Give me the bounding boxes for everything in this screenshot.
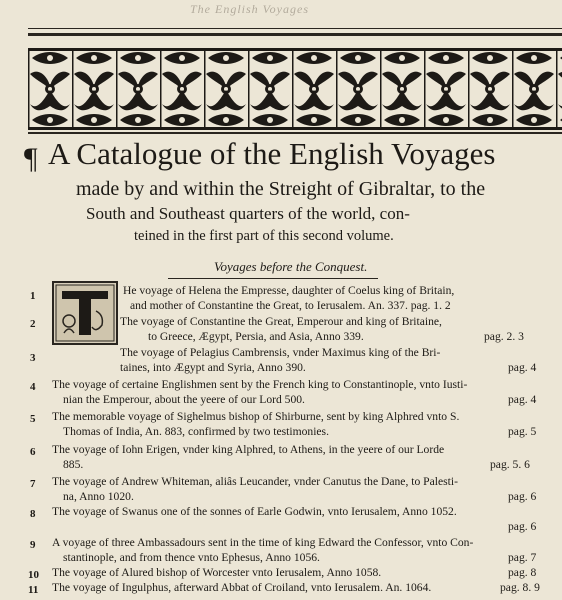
top-rule-thin (28, 28, 562, 29)
entry-text-line: nian the Emperour, about the yeere of our Lord 500. (63, 393, 305, 406)
entry-text-line: The memorable voyage of Sighelmus bishop of Shirburne, sent by king Alphred vnto S. (52, 410, 460, 423)
entry-text-line: na, Anno 1020. (63, 490, 134, 503)
top-rule-thick (28, 33, 562, 36)
entry-text-line: He voyage of Helena the Empresse, daughter of Coelus king of Britain, (123, 284, 455, 297)
entry-text-line: The voyage of Ingulphus, afterward Abbat of Croiland, vnto Ierusalem. An. 1064. (52, 581, 432, 594)
entry-text-line: and mother of Constantine the Great, to Ierusalem. An. 337. pag. 1. 2 (130, 299, 451, 312)
page-reference: pag. 5 (508, 425, 537, 438)
entry-number: 6 (30, 446, 36, 458)
entry-number: 7 (30, 478, 36, 490)
title-line-3: South and Southeast quarters of the world, con- (86, 204, 410, 223)
entry-number: 11 (28, 584, 39, 596)
section-rule (168, 278, 378, 279)
ornament-band (28, 48, 562, 130)
entry-number: 5 (30, 413, 36, 425)
entry-number: 4 (30, 381, 36, 393)
page-reference: pag. 2. 3 (484, 330, 524, 343)
entry-text-line: The voyage of Constantine the Great, Emperour and king of Britaine, (120, 315, 442, 328)
entry-text-line: stantinople, and from thence vnto Ephesus, Anno 1056. (63, 551, 320, 564)
title-line-4: teined in the first part of this second volume. (134, 228, 394, 244)
page-reference: pag. 8 (508, 566, 537, 579)
entry-text-line: The voyage of Alured bishop of Worcester vnto Ierusalem, Anno 1058. (52, 566, 382, 579)
pilcrow-mark: ¶ (24, 142, 38, 175)
entry-text-line: 885. (63, 458, 84, 471)
entry-text-line: to Greece, Ægypt, Persia, and Asia, Anno 339. (148, 330, 364, 343)
entry-text-line: taines, into Ægypt and Syria, Anno 390. (120, 361, 306, 374)
entry-text-line: Thomas of India, An. 883, confirmed by two testimonies. (63, 425, 329, 438)
entry-number: 1 (30, 290, 36, 302)
title-rule (28, 132, 562, 134)
entry-number: 8 (30, 508, 36, 520)
entry-text-line: The voyage of Andrew Whiteman, aliâs Leucander, vnder Canutus the Dane, to Palesti- (52, 475, 458, 488)
entry-number: 2 (30, 318, 36, 330)
entry-text-line: A voyage of three Ambassadours sent in the time of king Edward the Confessor, vnto Con- (52, 536, 474, 549)
page-reference: pag. 4 (508, 361, 537, 374)
decorated-initial (52, 281, 118, 345)
page-reference: pag. 6 (508, 520, 537, 533)
entry-text-line: The voyage of Pelagius Cambrensis, vnder Maximus king of the Bri- (120, 346, 441, 359)
page-reference: pag. 8. 9 (500, 581, 540, 594)
entry-text-line: The voyage of Iohn Erigen, vnder king Alphred, to Athens, in the yeere of our Lorde (52, 443, 445, 456)
running-head: The English Voyages (190, 2, 309, 16)
initial-t-woodcut-icon (54, 283, 116, 343)
page-reference: pag. 6 (508, 490, 537, 503)
title-line-1: A Catalogue of the English Voyages (48, 136, 496, 171)
page-reference: pag. 5. 6 (490, 458, 530, 471)
title-line-2: made by and within the Streight of Gibraltar, to the (76, 178, 486, 200)
section-heading: Voyages before the Conquest. (214, 259, 368, 274)
page-reference: pag. 4 (508, 393, 537, 406)
entry-text-line: The voyage of Swanus one of the sonnes of Earle Godwin, vnto Ierusalem, Anno 1052. (52, 505, 457, 518)
entry-number: 10 (28, 569, 39, 581)
entry-text-line: The voyage of certaine Englishmen sent by the French king to Constantinople, vnto Iusti- (52, 378, 468, 391)
page-reference: pag. 7 (508, 551, 537, 564)
entry-number: 3 (30, 352, 36, 364)
entry-number: 9 (30, 539, 36, 551)
